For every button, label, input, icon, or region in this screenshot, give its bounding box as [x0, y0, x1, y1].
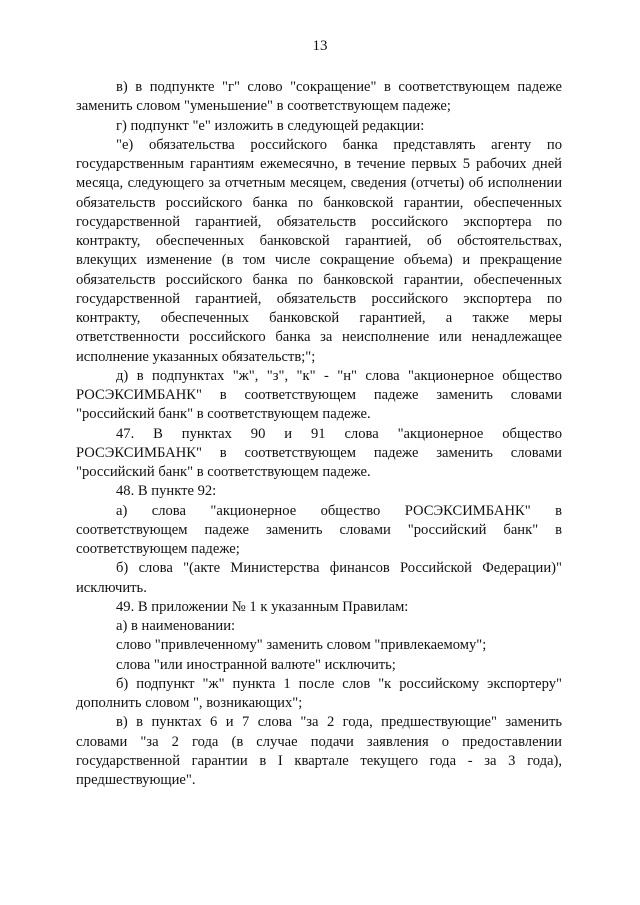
- paragraph-49-b: б) подпункт "ж" пункта 1 после слов "к российскому экспортеру" дополнить словом ", возникающих";: [76, 675, 562, 711]
- paragraph-v-subpoint-g: в) в подпункте "г" слово "сокращение" в соответствующем падеже заменить словом "уменьшение" в соответствующем падеже;: [76, 79, 562, 115]
- paragraph-49-v: в) в пунктах 6 и 7 слова "за 2 года, предшествующие" заменить словами "за 2 года (в случае подачи заявления о предоставлении государственной гарантии в I квартале текущего года - за 3 года), предшествующие".: [76, 714, 562, 788]
- paragraph-47: 47. В пунктах 90 и 91 слова "акционерное общество РОСЭКСИМБАНК" в соответствующем падеже заменить словами "российский банк" в соответствующем падеже.: [76, 425, 562, 480]
- page-number: 13: [312, 38, 328, 54]
- paragraph-48: 48. В пункте 92:: [116, 483, 217, 500]
- paragraph-e-obligations: "е) обязательства российского банка представлять агенту по государственным гарантиям ежемесячно, в течение первых 5 рабочих дней месяца, следующего за отчетным месяцем, сведения (отчеты) об исполнении обязательств российского банка по банковской гарантии, обеспеченных государственной гарантией, обязательств российского экспортера по контракту, обеспеченных банковской гарантией, об обстоятельствах, влекущих изменение (в том числе сокращение объема) и прекращение обязательств российского банка по банковской гарантии, обеспеченных государственной гарантией, обязательств российского экспортера по контракту, обеспеченных банковской гарантией, а также меры ответственности российского банка за неисполнение или ненадлежащее исполнение указанных обязательств;";: [76, 136, 562, 365]
- paragraph-49-a-words: слова "или иностранной валюте" исключить;: [116, 656, 396, 673]
- paragraph-49-a-word: слово "привлеченному" заменить словом "привлекаемому";: [116, 637, 487, 654]
- paragraph-48-a: а) слова "акционерное общество РОСЭКСИМБАНК" в соответствующем падеже заменить словами "российский банк" в соответствующем падеже;: [76, 502, 562, 557]
- document-body: [76, 78, 562, 790]
- paragraph-d-subpoints: д) в подпунктах "ж", "з", "к" - "н" слова "акционерное общество РОСЭКСИМБАНК" в соответствующем падеже заменить словами "российский банк" в соответствующем падеже.: [76, 367, 562, 423]
- paragraph-48-b: б) слова "(акте Министерства финансов Российской Федерации)" исключить.: [76, 560, 562, 596]
- paragraph-49-a: а) в наименовании:: [116, 618, 236, 634]
- paragraph-49: 49. В приложении № 1 к указанным Правилам:: [116, 598, 409, 615]
- paragraph-g-subpoint-e: г) подпункт "е" изложить в следующей редакции:: [116, 117, 425, 134]
